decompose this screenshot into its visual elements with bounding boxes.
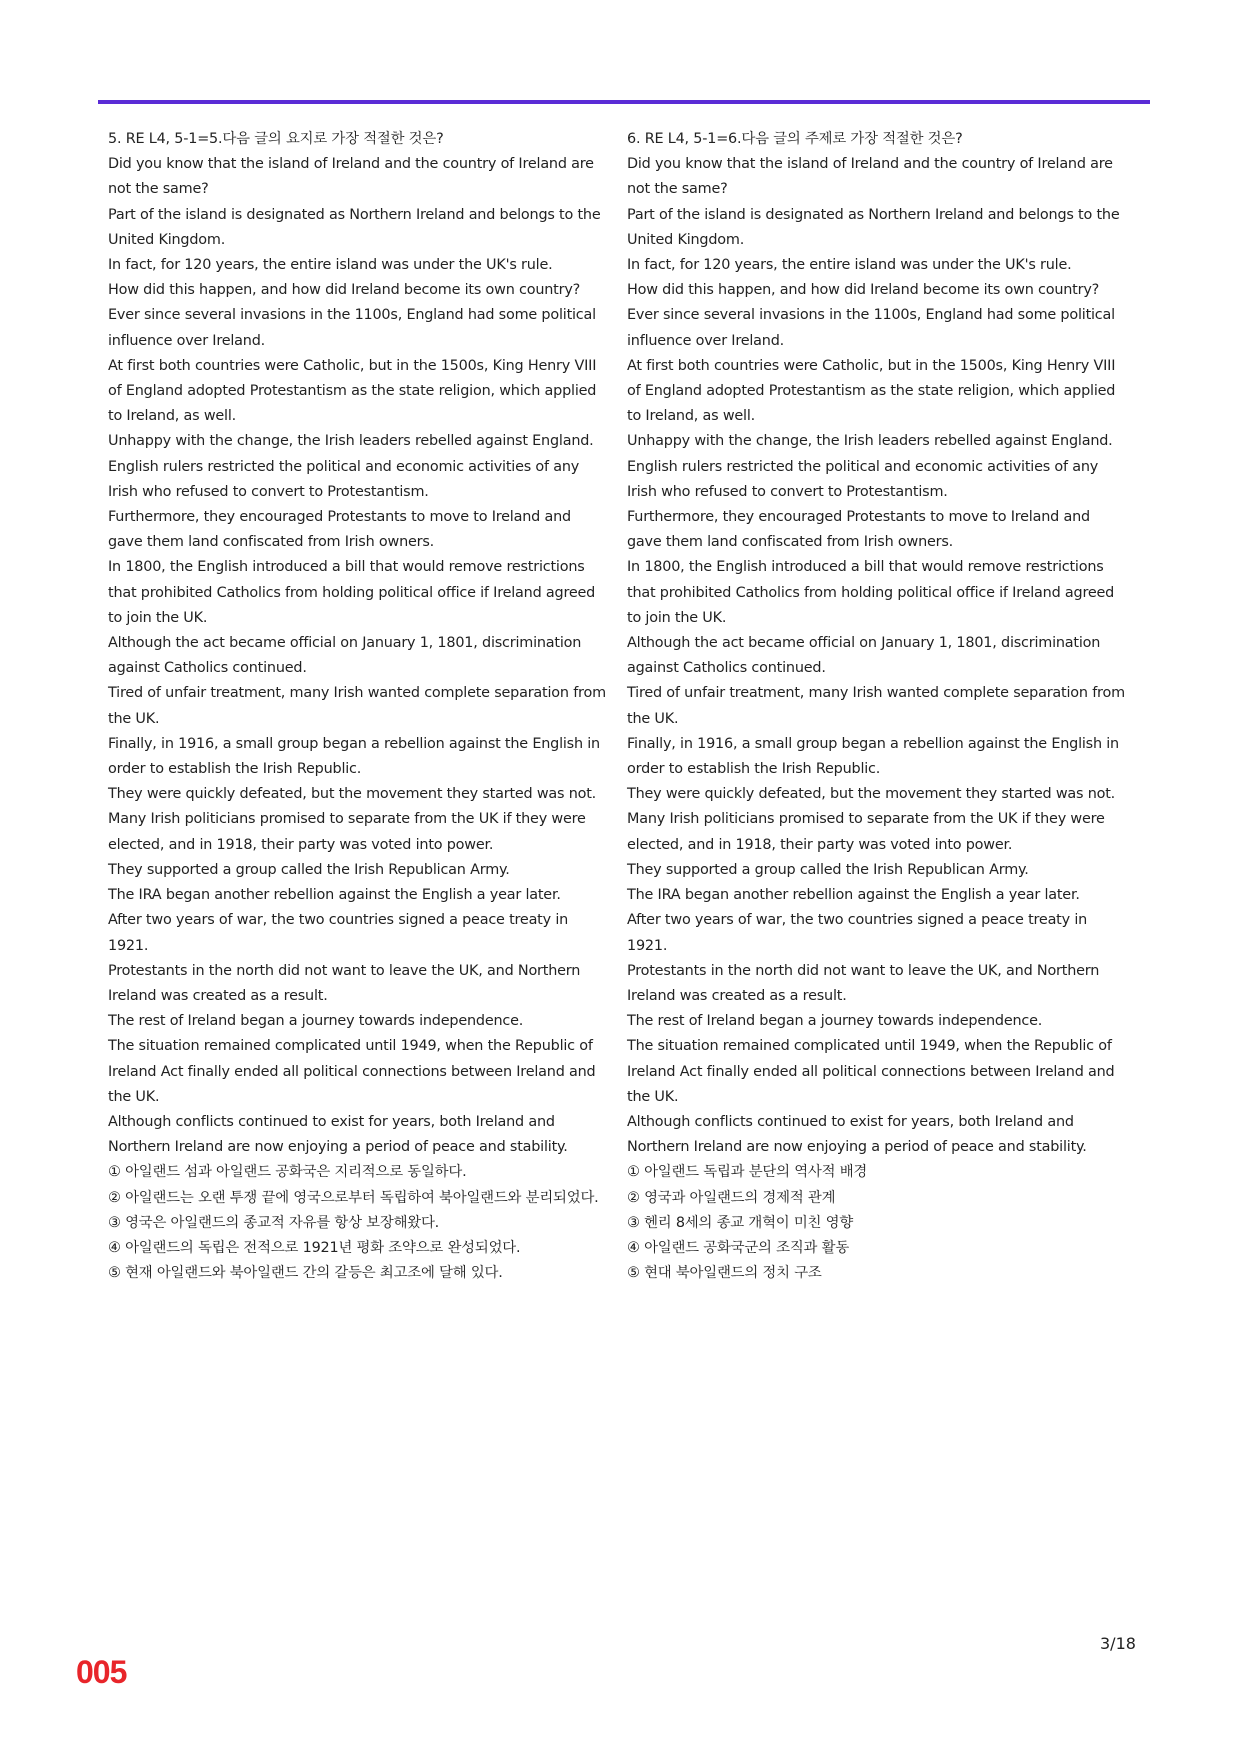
passage-sentence: The rest of Ireland began a journey towards independence. bbox=[627, 1013, 1043, 1030]
question-title: 5. RE L4, 5-1=5.다음 글의 요지로 가장 적절한 것은? bbox=[108, 131, 444, 147]
passage-sentence: English rulers restricted the political and economic activities of any Irish who refused to convert to Protestantism. bbox=[627, 458, 1099, 500]
passage-sentence: The situation remained complicated until 1949, when the Republic of Ireland Act finally ended all political connections between Ireland and the UK. bbox=[627, 1038, 1115, 1105]
answer-option-2: ② 아일랜드는 오랜 투쟁 끝에 영국으로부터 독립하여 북아일랜드와 분리되었다. bbox=[108, 1189, 599, 1206]
answer-option-5: ⑤ 현재 아일랜드와 북아일랜드 간의 갈등은 최고조에 달해 있다. bbox=[108, 1265, 503, 1282]
question-5 bbox=[108, 127, 608, 1286]
answer-option-4: ④ 아일랜드의 독립은 전적으로 1921년 평화 조약으로 완성되었다. bbox=[108, 1239, 521, 1256]
passage-sentence: At first both countries were Catholic, but in the 1500s, King Henry VIII of England adopted Protestantism as the state religion, which applied to Ireland, as well. bbox=[627, 357, 1116, 425]
passage-sentence: The IRA began another rebellion against the English a year later. bbox=[627, 887, 1080, 904]
passage-sentence: In 1800, the English introduced a bill that would remove restrictions that prohibited Catholics from holding political office if Ireland agreed to join the UK. bbox=[108, 559, 596, 626]
answer-option-4: ④ 아일랜드 공화국군의 조직과 활동 bbox=[627, 1239, 850, 1256]
brand-mark: 005 bbox=[76, 1654, 127, 1690]
passage-sentence: Unhappy with the change, the Irish leaders rebelled against England. bbox=[108, 433, 594, 450]
passage-sentence: Finally, in 1916, a small group began a rebellion against the English in order to establish the Irish Republic. bbox=[627, 735, 1119, 778]
passage-sentence: The IRA began another rebellion against the English a year later. bbox=[108, 887, 561, 904]
passage-sentence: How did this happen, and how did Ireland become its own country? bbox=[627, 282, 1100, 299]
passage-sentence: Many Irish politicians promised to separate from the UK if they were elected, and in 1918, their party was voted into power. bbox=[108, 811, 586, 853]
passage-sentence: Protestants in the north did not want to leave the UK, and Northern Ireland was created as a result. bbox=[108, 962, 581, 1004]
answer-option-3: ③ 헨리 8세의 종교 개혁이 미친 영향 bbox=[627, 1214, 854, 1231]
passage-sentence: Furthermore, they encouraged Protestants to move to Ireland and gave them land confiscated from Irish owners. bbox=[108, 509, 571, 551]
passage-sentence: How did this happen, and how did Ireland become its own country? bbox=[108, 282, 581, 299]
answer-option-1: ① 아일랜드 섬과 아일랜드 공화국은 지리적으로 동일하다. bbox=[108, 1164, 467, 1181]
passage-sentence: After two years of war, the two countries signed a peace treaty in 1921. bbox=[627, 912, 1088, 954]
passage-sentence: In 1800, the English introduced a bill that would remove restrictions that prohibited Catholics from holding political office if Ireland agreed to join the UK. bbox=[627, 559, 1115, 626]
passage-sentence: At first both countries were Catholic, but in the 1500s, King Henry VIII of England adopted Protestantism as the state religion, which applied to Ireland, as well. bbox=[108, 357, 597, 425]
passage-sentence: Tired of unfair treatment, many Irish wanted complete separation from the UK. bbox=[627, 685, 1125, 727]
passage-sentence: Part of the island is designated as Northern Ireland and belongs to the United Kingdom. bbox=[108, 206, 601, 248]
answer-option-3: ③ 영국은 아일랜드의 종교적 자유를 항상 보장해왔다. bbox=[108, 1214, 440, 1231]
question-6 bbox=[627, 127, 1127, 1286]
passage-sentence: Many Irish politicians promised to separate from the UK if they were elected, and in 1918, their party was voted into power. bbox=[627, 811, 1105, 853]
passage-sentence: The rest of Ireland began a journey towards independence. bbox=[108, 1013, 524, 1030]
passage-sentence: Although the act became official on January 1, 1801, discrimination against Catholics continued. bbox=[108, 635, 582, 677]
passage-sentence: English rulers restricted the political and economic activities of any Irish who refused to convert to Protestantism. bbox=[108, 458, 580, 500]
passage-sentence: Finally, in 1916, a small group began a rebellion against the English in order to establish the Irish Republic. bbox=[108, 735, 600, 778]
passage-sentence: They supported a group called the Irish Republican Army. bbox=[108, 861, 510, 878]
passage-sentence: They supported a group called the Irish Republican Army. bbox=[627, 861, 1029, 878]
passage-sentence: In fact, for 120 years, the entire island was under the UK's rule. bbox=[627, 257, 1072, 274]
passage-sentence: The situation remained complicated until 1949, when the Republic of Ireland Act finally ended all political connections between Ireland and the UK. bbox=[108, 1038, 596, 1105]
top-accent-rule bbox=[98, 100, 1150, 104]
passage-sentence: They were quickly defeated, but the movement they started was not. bbox=[108, 786, 597, 803]
passage-sentence: Tired of unfair treatment, many Irish wanted complete separation from the UK. bbox=[108, 685, 606, 727]
passage-sentence: Protestants in the north did not want to leave the UK, and Northern Ireland was created as a result. bbox=[627, 962, 1100, 1004]
page-number: 3/18 bbox=[1100, 1634, 1136, 1653]
passage-sentence: Unhappy with the change, the Irish leaders rebelled against England. bbox=[627, 433, 1113, 450]
answer-option-2: ② 영국과 아일랜드의 경제적 관계 bbox=[627, 1189, 836, 1206]
passage-sentence: Although conflicts continued to exist for years, both Ireland and Northern Ireland are now enjoying a period of peace and stability. bbox=[627, 1113, 1087, 1156]
passage-sentence: They were quickly defeated, but the movement they started was not. bbox=[627, 786, 1116, 803]
answer-option-5: ⑤ 현대 북아일랜드의 정치 구조 bbox=[627, 1265, 822, 1282]
passage-sentence: Although conflicts continued to exist for years, both Ireland and Northern Ireland are now enjoying a period of peace and stability. bbox=[108, 1113, 568, 1156]
question-title: 6. RE L4, 5-1=6.다음 글의 주제로 가장 적절한 것은? bbox=[627, 131, 963, 147]
passage-sentence: Although the act became official on January 1, 1801, discrimination against Catholics continued. bbox=[627, 635, 1101, 677]
passage-sentence: Did you know that the island of Ireland and the country of Ireland are not the same? bbox=[627, 156, 1113, 198]
passage-sentence: Ever since several invasions in the 1100s, England had some political influence over Ireland. bbox=[108, 307, 596, 349]
answer-option-1: ① 아일랜드 독립과 분단의 역사적 배경 bbox=[627, 1164, 868, 1181]
passage-sentence: Did you know that the island of Ireland and the country of Ireland are not the same? bbox=[108, 156, 594, 198]
passage-sentence: Ever since several invasions in the 1100s, England had some political influence over Ireland. bbox=[627, 307, 1115, 349]
passage-sentence: After two years of war, the two countries signed a peace treaty in 1921. bbox=[108, 912, 569, 954]
passage-sentence: In fact, for 120 years, the entire island was under the UK's rule. bbox=[108, 257, 553, 274]
passage-sentence: Part of the island is designated as Northern Ireland and belongs to the United Kingdom. bbox=[627, 206, 1120, 248]
passage-sentence: Furthermore, they encouraged Protestants to move to Ireland and gave them land confiscated from Irish owners. bbox=[627, 509, 1090, 551]
